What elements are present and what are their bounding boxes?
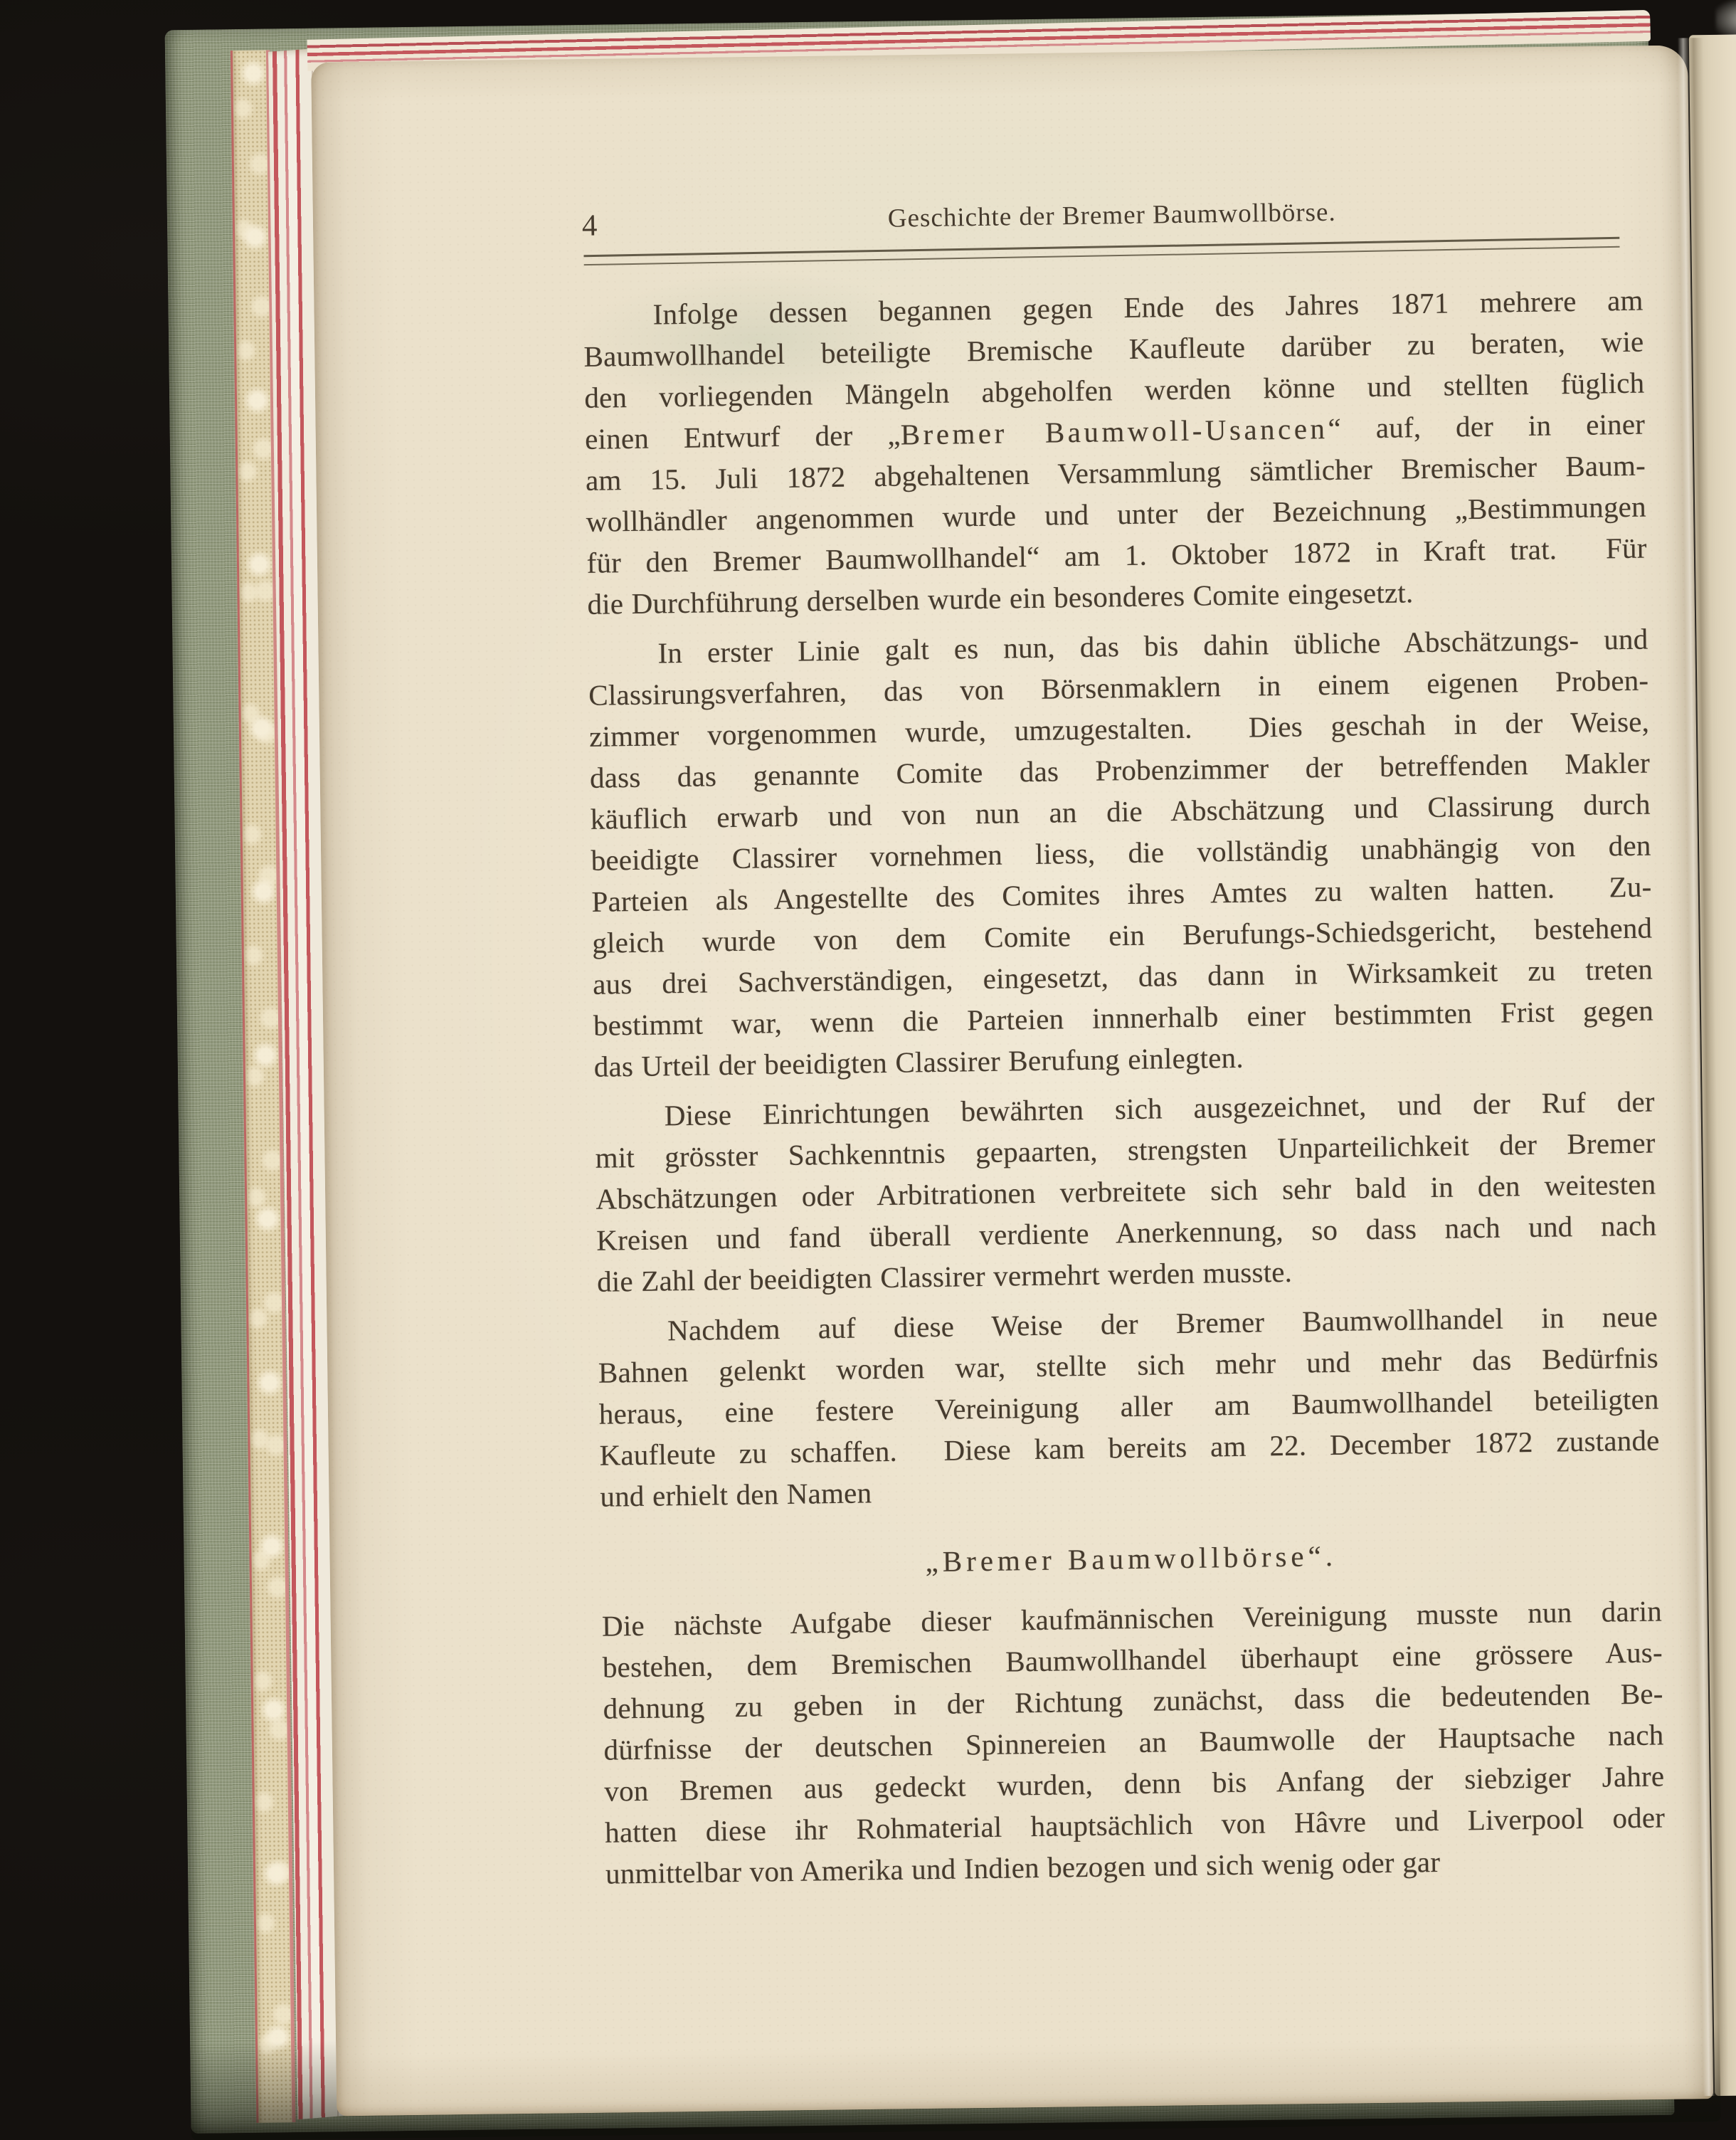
text-line: für den Bremer Baumwollhandel“ am 1. Oktober 1872 in Kraft trat. Für <box>586 531 1647 579</box>
running-title: Geschichte der Bremer Baumwollbörse. <box>887 197 1336 233</box>
cloth-frayed-thread <box>1715 0 1736 45</box>
text-line: käuflich erwarb und von nun an die Abschätzung und Classirung durch <box>590 787 1651 836</box>
text-line: dehnung zu geben in der Richtung zunächst, dass die bedeutenden Be- <box>603 1677 1663 1725</box>
text-line: zimmer vorgenommen wurde, umzugestalten. Dies geschah in der Weise, <box>588 705 1650 753</box>
text-line: Infolge dessen begannen gegen Ende des Jahres 1871 mehrere am <box>652 283 1644 331</box>
text-line: Baumwollhandel beteiligte Bremische Kaufleute darüber zu beraten, wie <box>583 325 1644 373</box>
page-text-body <box>583 280 1666 1894</box>
text-line: Classirungsverfahren, das von Börsenmaklern in einem eigenen Proben- <box>588 663 1649 712</box>
text-line: unmittelbar von Amerika und Indien bezogen und sich wenig oder gar <box>605 1845 1441 1890</box>
page-number: 4 <box>581 209 598 243</box>
text-line: heraus, eine festere Vereinigung aller am Baumwollhandel beteiligten <box>598 1382 1659 1430</box>
text-line: Kreisen und fand überall verdiente Anerkennung, so dass nach und nach <box>596 1208 1657 1257</box>
text-line: die Zahl der beeidigten Classirer vermehrt werden musste. <box>596 1255 1293 1298</box>
page-text <box>309 44 1715 2117</box>
text-line: Kaufleute zu schaffen. Diese kam bereits am 22. December 1872 zustande <box>599 1423 1660 1472</box>
paragraph <box>583 280 1647 625</box>
text-line: Parteien als Angestellte des Comites ihres Amtes zu walten hatten. Zu- <box>591 870 1652 918</box>
text-line: das Urteil der beeidigten Classirer Berufung einlegten. <box>593 1040 1244 1083</box>
paragraph <box>588 618 1654 1087</box>
text-line: gleich wurde von dem Comite ein Berufungs-Schiedsgericht, bestehend <box>591 911 1653 959</box>
book-page <box>311 45 1713 2116</box>
text-line: Die nächste Aufgabe dieser kaufmännischen Vereinigung musste nun darin <box>601 1594 1663 1643</box>
text-line: einen Entwurf der „Bremer Baumwoll-Usancen“ auf, der in einer <box>584 407 1646 455</box>
paragraph <box>594 1080 1657 1302</box>
text-line: bestehen, dem Bremischen Baumwollhandel überhaupt eine grössere Aus- <box>602 1635 1663 1684</box>
paragraph <box>602 1590 1666 1894</box>
text-line: von Bremen aus gedeckt wurden, denn bis Anfang der siebziger Jahre <box>604 1759 1665 1808</box>
text-line: Abschätzungen oder Arbitrationen verbreitete sich sehr bald in den weitesten <box>596 1167 1656 1216</box>
text-line: am 15. Juli 1872 abgehaltenen Versammlung sämtlicher Bremischer Baum- <box>585 448 1646 497</box>
text-line: bestimmt war, wenn die Parteien innnerhalb einer bestimmten Frist gegen <box>593 993 1654 1042</box>
text-line: Diese Einrichtungen bewährten sich ausgezeichnet, und der Ruf der <box>664 1085 1655 1132</box>
text-line: mit grösster Sachkenntnis gepaarten, strengsten Unparteilichkeit der Bremer <box>595 1126 1656 1174</box>
text-line: Bahnen gelenkt worden war, stellte sich mehr und mehr das Bedürfnis <box>598 1341 1659 1389</box>
text-line: dass das genannte Comite das Probenzimmer der betreffenden Makler <box>589 746 1651 794</box>
text-line: In erster Linie galt es nun, das bis dahin übliche Abschätzungs- und <box>657 622 1648 670</box>
text-line: beeidigte Classirer vornehmen liess, die vollständig unabhängig von den <box>591 828 1651 877</box>
text-line: wollhändler angenommen wurde und unter der Bezeichnung „Bestimmungen <box>586 490 1647 538</box>
text-line: die Durchführung derselben wurde ein besonderes Comite eingesetzt. <box>587 576 1414 621</box>
page-header <box>582 193 1643 245</box>
text-line: Nachdem auf diese Weise der Bremer Baumwollhandel in neue <box>667 1300 1658 1347</box>
text-line: und erhielt den Namen <box>600 1476 872 1513</box>
section-heading: „Bremer Baumwollbörse“. <box>925 1539 1338 1578</box>
text-line: aus drei Sachverständigen, eingesetzt, das dann in Wirksamkeit zu treten <box>592 952 1653 1001</box>
text-line: hatten diese ihr Rohmaterial hauptsächlich von Hâvre und Liverpool oder <box>604 1801 1666 1849</box>
paragraph <box>598 1295 1661 1517</box>
book <box>164 3 1736 2140</box>
text-line: den vorliegenden Mängeln abgeholfen werden könne und stellten füglich <box>584 366 1645 414</box>
letterspaced-term: Bremer Baumwoll-Usancen <box>900 411 1328 451</box>
text-line: dürfnisse der deutschen Spinnereien an Baumwolle der Hauptsache nach <box>603 1718 1664 1766</box>
